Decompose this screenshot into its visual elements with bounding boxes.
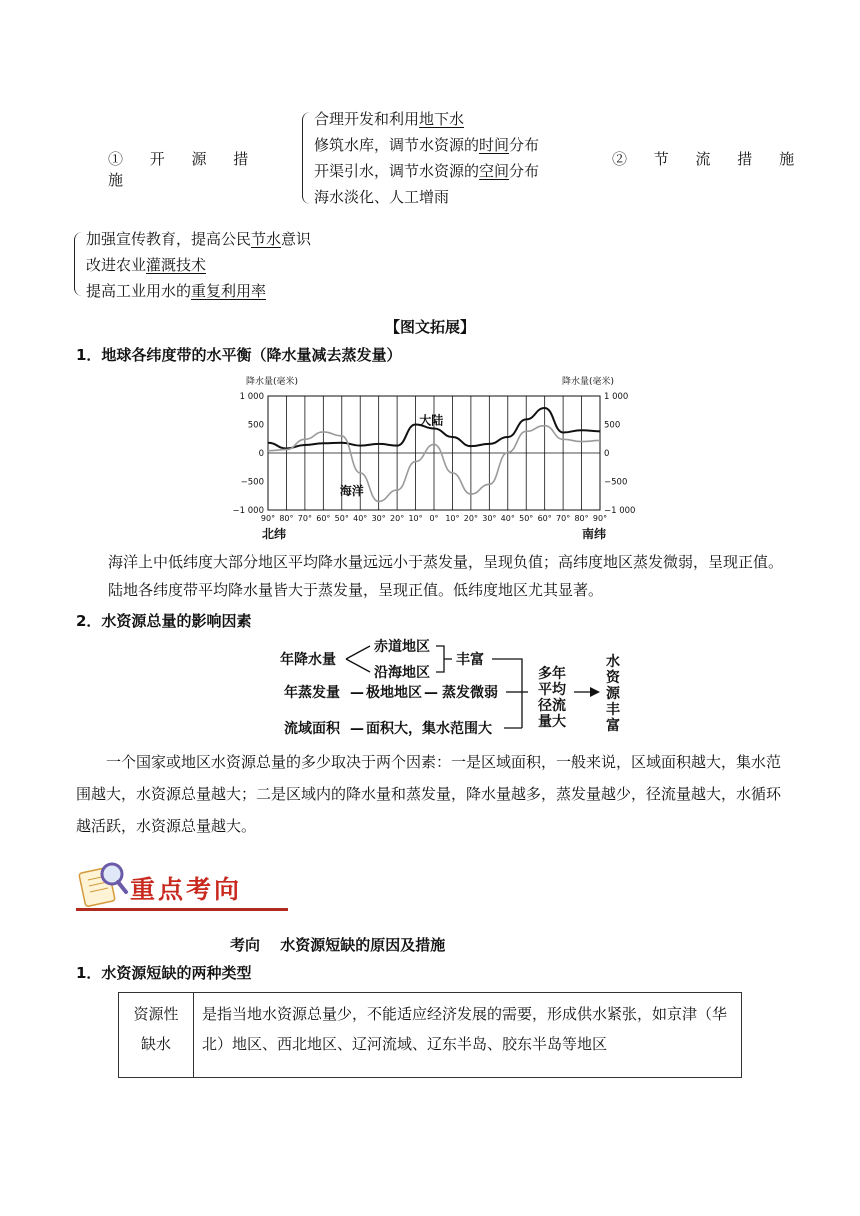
open-item-2-text: 修筑水库，调节水资源的 <box>314 136 480 154</box>
shortage-type-cell <box>119 993 194 1078</box>
open-item-3 <box>314 158 539 184</box>
x-tick-label: 0° <box>429 514 439 523</box>
x-tick-label: 60° <box>537 514 552 523</box>
x-axis-right-label: 南纬 <box>582 527 607 541</box>
diagram-result-3: 源 <box>606 686 620 702</box>
open-item-2-key: 时间 <box>479 136 510 154</box>
save-item-2-text: 改进农业 <box>86 256 147 274</box>
open-item-2-tail: 分布 <box>509 136 540 154</box>
diagram-coastal: 沿海地区 <box>374 665 430 681</box>
x-tick-label: 70° <box>556 514 571 523</box>
y-tick-left-label: 1 000 <box>239 392 264 402</box>
x-tick-label: 50° <box>334 514 349 523</box>
y-tick-right-label: 0 <box>604 449 610 459</box>
diagram-polar: 极地地区 <box>366 685 422 701</box>
save-item-1-tail: 意识 <box>281 230 312 248</box>
y-tick-right-label: −1 000 <box>604 506 636 516</box>
diagram-basin-big: 面积大，集水范围大 <box>366 721 492 737</box>
open-item-1-key: 地下水 <box>419 110 465 128</box>
diagram-runoff-4: 量大 <box>538 714 566 730</box>
focus-subtitle: 考向 水资源短缺的原因及措施 <box>230 936 446 954</box>
x-tick-label: 80° <box>574 514 589 523</box>
x-tick-label: 60° <box>316 514 331 523</box>
open-item-3-key: 空间 <box>479 162 510 180</box>
y-tick-left-label: −1 000 <box>232 506 264 516</box>
focus-banner <box>76 858 288 912</box>
x-axis-left-label: 北纬 <box>262 527 287 541</box>
x-tick-label: 10° <box>408 514 423 523</box>
water-factor-diagram <box>276 636 626 740</box>
save-list <box>86 226 311 304</box>
save-label-text: ② 节 流 措 施 <box>612 150 795 168</box>
diagram-runoff-1: 多年 <box>538 666 566 682</box>
open-item-3-text: 开渠引水，调节水资源的 <box>314 162 480 180</box>
diagram-runoff-2: 平均 <box>538 682 566 698</box>
y-tick-right-label: 500 <box>604 420 621 431</box>
shortage-type-label: 资源性缺水 <box>133 1005 179 1053</box>
y-tick-left-label: 0 <box>258 449 264 459</box>
item1-paragraph1: 海洋上中低纬度大部分地区平均降水量远远小于蒸发量，呈现负值；高纬度地区蒸发微弱，呈现正值。 <box>108 553 784 571</box>
save-item-3-key: 重复利用率 <box>191 282 267 300</box>
x-tick-label: 50° <box>519 514 534 523</box>
diagram-dash3: — <box>350 721 364 737</box>
diagram-dash1: — <box>350 685 364 701</box>
focus-banner-underline <box>76 908 288 911</box>
x-tick-label: 40° <box>500 514 515 523</box>
y-axis-left-title: 降水量(毫米) <box>246 377 299 387</box>
x-tick-label: 80° <box>279 514 294 523</box>
y-tick-left-label: −500 <box>240 477 264 488</box>
table-row <box>119 993 742 1078</box>
x-tick-label: 30° <box>371 514 386 523</box>
branch-line-coastal <box>346 659 370 672</box>
x-tick-label: 30° <box>482 514 497 523</box>
open-item-2 <box>314 132 539 158</box>
diagram-evap: 年蒸发量 <box>284 685 340 701</box>
magnifier-notebook-icon <box>76 858 130 910</box>
shortage-table <box>118 992 742 1078</box>
x-tick-label: 20° <box>390 514 405 523</box>
save-item-1-text: 加强宣传教育，提高公民 <box>86 230 252 248</box>
save-label <box>612 148 852 169</box>
open-source-label <box>108 148 288 190</box>
open-item-4-text: 海水淡化、人工增雨 <box>314 188 450 206</box>
diagram-equator: 赤道地区 <box>374 639 430 655</box>
section-heading-expand: 【图文拓展】 <box>384 318 475 336</box>
item3-title: 1．水资源短缺的两种类型 <box>76 964 252 982</box>
shortage-desc-cell <box>194 993 742 1078</box>
diagram-dash2: — <box>424 685 438 701</box>
diagram-result-5: 富 <box>606 718 620 734</box>
x-tick-label: 40° <box>353 514 368 523</box>
x-tick-label: 70° <box>297 514 312 523</box>
save-bracket <box>74 232 85 296</box>
save-item-1 <box>86 226 311 252</box>
open-source-list <box>314 106 539 210</box>
open-item-1 <box>314 106 539 132</box>
save-item-1-key: 节水 <box>251 230 282 248</box>
open-item-4 <box>314 184 539 210</box>
open-source-bracket <box>302 112 313 204</box>
arrow-head-icon <box>590 687 600 697</box>
x-tick-label: 90° <box>592 514 608 523</box>
x-tick-label: 90° <box>260 514 276 523</box>
series-label-ocean: 海洋 <box>339 483 364 498</box>
series-label-continent: 大陆 <box>419 413 444 428</box>
diagram-result-1: 水 <box>606 654 620 670</box>
diagram-rich1: 丰富 <box>456 652 484 668</box>
save-item-2 <box>86 252 311 278</box>
item1-title: 1．地球各纬度带的水平衡（降水量减去蒸发量） <box>76 346 402 364</box>
y-tick-right-label: −500 <box>604 477 628 488</box>
diagram-result-4: 丰 <box>606 702 620 718</box>
item1-paragraph2: 陆地各纬度带平均降水量皆大于蒸发量，呈现正值。低纬度地区尤其显著。 <box>108 581 604 599</box>
y-tick-left-label: 500 <box>247 420 264 431</box>
focus-banner-text: 重点考向 <box>130 875 243 904</box>
diagram-runoff-3: 径流 <box>538 698 566 714</box>
open-source-label-text: ① 开 源 措 施 <box>108 150 249 189</box>
diagram-precip: 年降水量 <box>280 652 336 668</box>
item2-paragraph: 一个国家或地区水资源总量的多少取决于两个因素：一是区域面积，一般来说，区域面积越大，集水范围越大，水资源总量越大；二是区域内的降水量和蒸发量，降水量越多，蒸发量越少，径流量越大，水循环越活跃，水资源总量越大。 <box>76 753 782 835</box>
item2-title: 2．水资源总量的影响因素 <box>76 612 252 630</box>
open-item-1-text: 合理开发和利用 <box>314 110 420 128</box>
region-bracket <box>436 646 444 672</box>
y-axis-right-title: 降水量(毫米) <box>562 377 615 387</box>
diagram-result-2: 资 <box>606 670 620 686</box>
open-item-3-tail: 分布 <box>509 162 540 180</box>
save-item-3-text: 提高工业用水的 <box>86 282 192 300</box>
shortage-desc-text: 是指当地水资源总量少，不能适应经济发展的需要，形成供水紧张，如京津（华北）地区、西北地区、辽河流域、辽东半岛、胶东半岛等地区 <box>202 1005 728 1053</box>
save-item-2-key: 灌溉技术 <box>146 256 207 274</box>
x-tick-label: 20° <box>463 514 478 523</box>
diagram-evap-weak: 蒸发微弱 <box>442 685 498 701</box>
diagram-basin: 流域面积 <box>284 721 340 737</box>
water-balance-chart <box>232 370 636 541</box>
x-tick-label: 10° <box>445 514 460 523</box>
save-item-3 <box>86 278 311 304</box>
y-tick-right-label: 1 000 <box>604 392 629 402</box>
branch-line-equator <box>346 646 370 659</box>
